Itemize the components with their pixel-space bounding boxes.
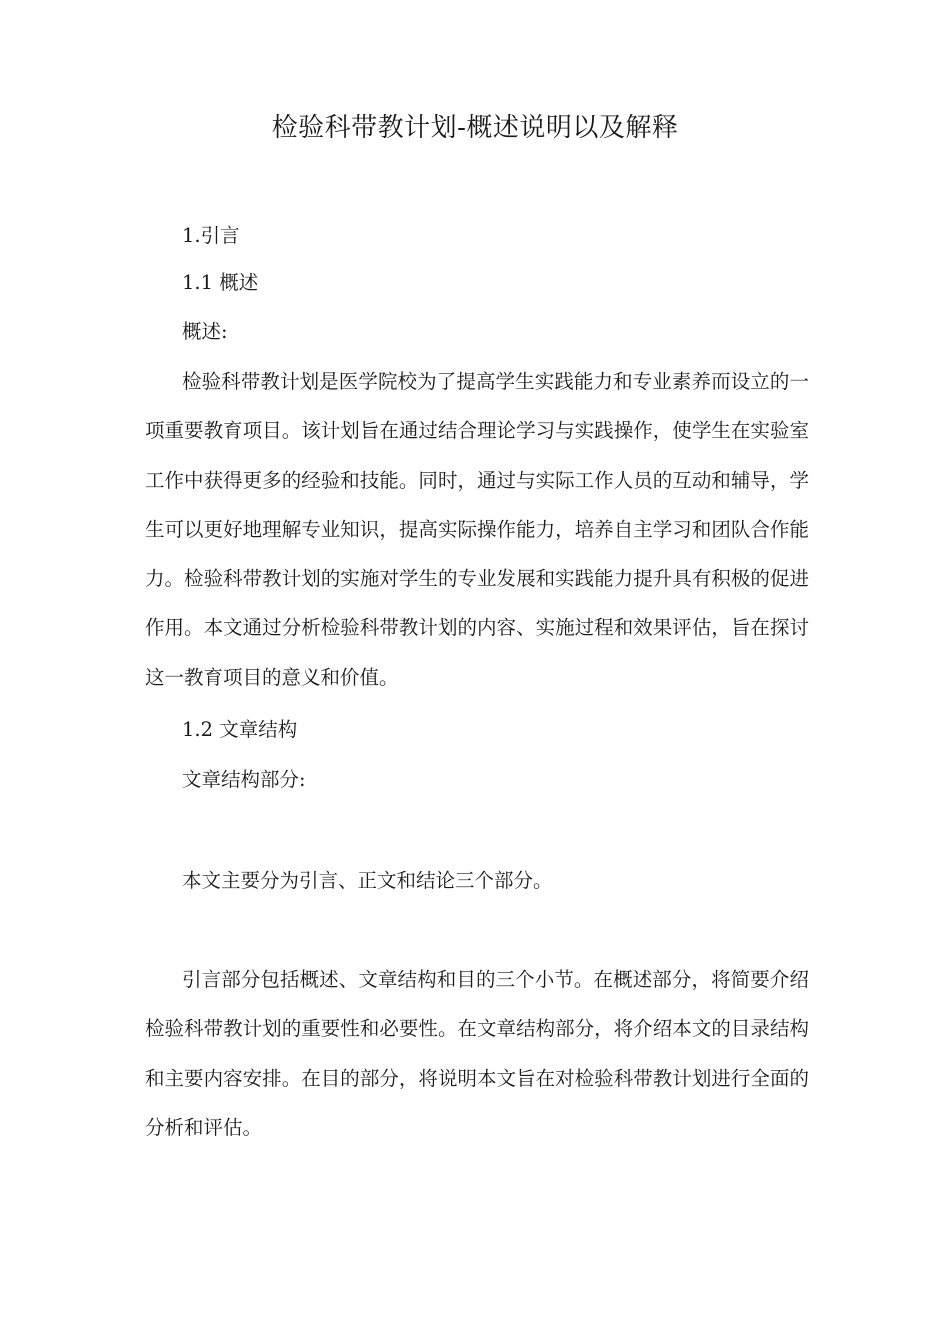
section-heading-introduction: 1.引言 [182, 224, 240, 247]
overview-paragraph: 检验科带教计划是医学院校为了提高学生实践能力和专业素养而设立的一项重要教育项目。该计划旨在通过结合理论学习与实践操作，使学生在实验室工作中获得更多的经验和技能。同时，通过与实际工作人员的互动和辅导，学生可以更好地理解专业知识，提高实际操作能力，培养自主学习和团队合作能力。检验科带教计划的实施对学生的专业发展和实践能力提升具有积极的促进作用。本文通过分析检验科带教计划的内容、实施过程和效果评估，旨在探讨这一教育项目的意义和价值。 [145, 370, 809, 689]
subsection-heading-overview: 1.1 概述 [182, 271, 259, 294]
structure-intro: 本文主要分为引言、正文和结论三个部分。 [182, 869, 553, 892]
overview-label: 概述: [182, 320, 228, 343]
subsection-heading-structure: 1.2 文章结构 [182, 718, 298, 741]
structure-label: 文章结构部分: [182, 768, 306, 791]
document-title: 检验科带教计划-概述说明以及解释 [271, 113, 679, 143]
structure-paragraph: 引言部分包括概述、文章结构和目的三个小节。在概述部分，将简要介绍检验科带教计划的重要性和必要性。在文章结构部分，将介绍本文的目录结构和主要内容安排。在目的部分，将说明本文旨在对检验科带教计划进行全面的分析和评估。 [145, 968, 809, 1139]
